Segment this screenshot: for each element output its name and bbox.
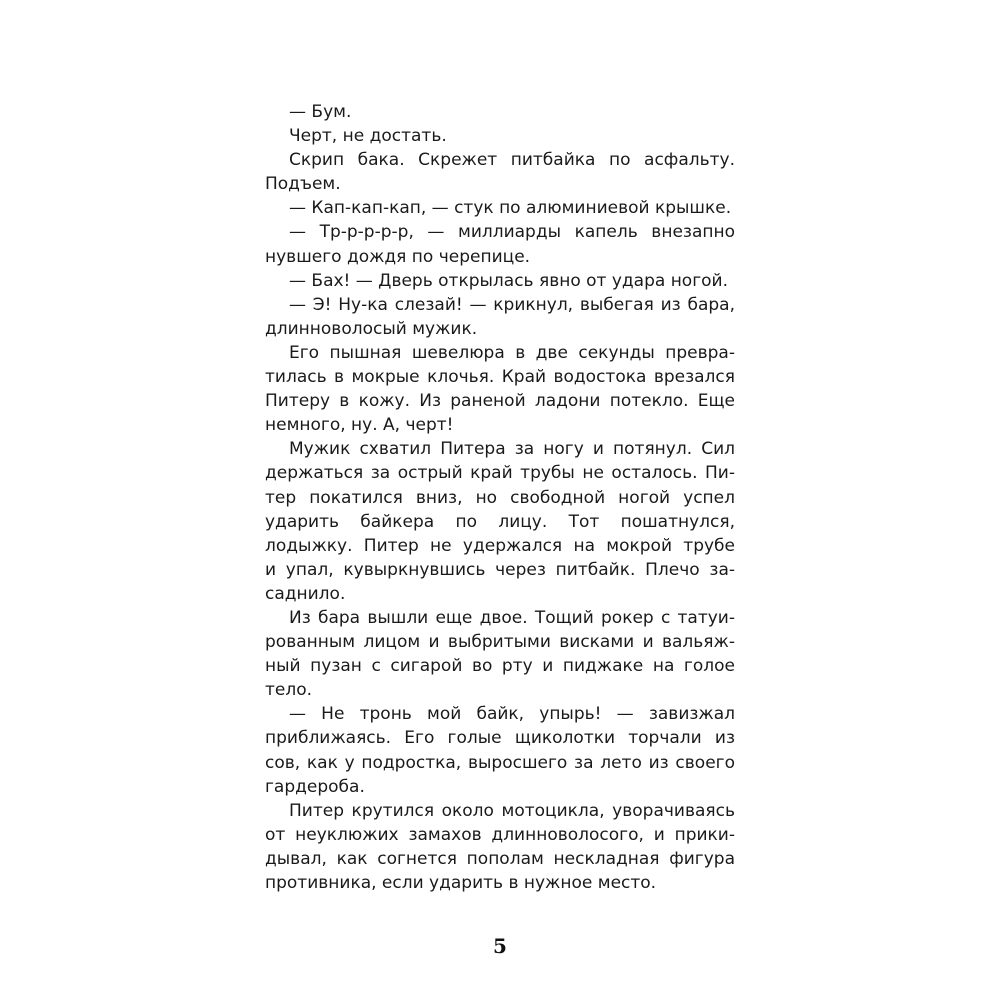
text-line: — Кап-кап-кап, — стук по алюминиевой крышке. xyxy=(289,198,732,219)
text-line: лодыжку. Питер не удержался на мокрой трубе xyxy=(265,535,735,556)
text-line: противника, если ударить в нужное место. xyxy=(265,873,657,893)
text-line: Питер крутился около мотоцикла, уворачиваясь xyxy=(289,800,735,821)
text-line: Его пышная шевелюра в две секунды превра- xyxy=(289,342,735,363)
text-line: Подъем. xyxy=(265,174,341,195)
text-line: гардероба. xyxy=(265,776,365,797)
text-line: приближаясь. Его голые щиколотки торчали из xyxy=(265,728,735,749)
text-line: сов, как у подростка, выросшего за лето из своего xyxy=(265,752,735,773)
text-line: от неуклюжих замахов длинноволосого, и прики- xyxy=(265,824,735,845)
text-line: тело. xyxy=(265,680,313,701)
text-line: саднило. xyxy=(265,583,346,604)
text-line: Питеру в кожу. Из раненой ладони потекло. Еще xyxy=(265,391,735,412)
text-line: и упал, кувыркнувшись через питбайк. Плечо за- xyxy=(265,559,735,580)
text-line: немного, ну. А, черт! xyxy=(265,415,454,436)
text-line: — Бум. xyxy=(289,102,352,122)
text-line: длинноволосый мужик. xyxy=(265,318,478,339)
text-line: ударить байкера по лицу. Тот пошатнулся, xyxy=(265,511,735,532)
text-line: — Бах! — Дверь открылась явно от удара ногой. xyxy=(289,270,728,291)
text-line: Мужик схватил Питера за ногу и потянул. Сил xyxy=(289,439,735,460)
text-line: Скрип бака. Скрежет питбайка по асфальту. xyxy=(289,150,735,171)
text-line: Из бара вышли еще двое. Тощий рокер с татуи- xyxy=(289,607,735,628)
text-line: — Не тронь мой байк, упырь! — завизжал xyxy=(289,704,735,725)
text-line: — Э! Ну-ка слезай! — крикнул, выбегая из бара, xyxy=(289,294,735,315)
text-line: Черт, не достать. xyxy=(289,126,447,147)
text-line: тер покатился вниз, но свободной ногой успел xyxy=(265,487,735,508)
text-line: — Тр-р-р-р-р, — миллиарды капель внезапно xyxy=(289,222,735,243)
page-number: 5 xyxy=(493,934,507,958)
text-line: тилась в мокрые клочья. Край водостока врезался xyxy=(265,367,735,388)
text-line: рованным лицом и выбритыми висками и вальяж- xyxy=(265,632,735,653)
body-text xyxy=(265,100,735,895)
text-line: ный пузан с сигарой во рту и пиджаке на голое xyxy=(265,656,735,677)
text-line: держаться за острый край трубы не осталось. Пи- xyxy=(265,463,735,484)
text-line: дывал, как согнется пополам нескладная фигура xyxy=(265,848,735,869)
text-line: нувшего дождя по черепице. xyxy=(265,246,531,267)
